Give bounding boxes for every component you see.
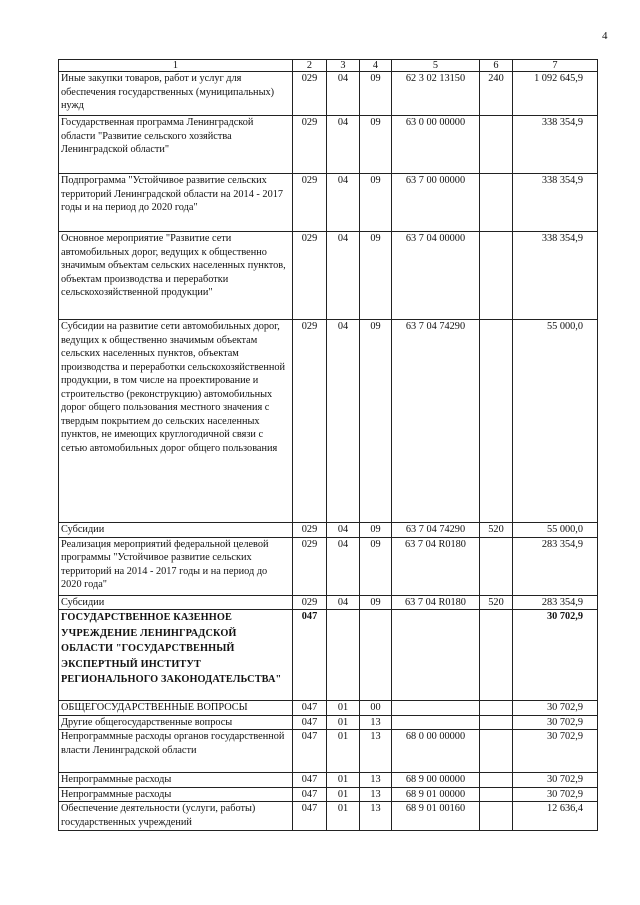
row-name: Обеспечение деятельности (услуги, работы) государственных учреждений bbox=[59, 802, 293, 831]
page-number: 4 bbox=[602, 30, 608, 42]
table-row bbox=[59, 116, 598, 174]
section-code: 04 bbox=[327, 320, 360, 523]
expense-type-code bbox=[480, 730, 513, 773]
ministry-code: 029 bbox=[293, 116, 327, 174]
section-code: 04 bbox=[327, 537, 360, 595]
amount: 30 702,9 bbox=[513, 787, 598, 802]
expense-type-code: 520 bbox=[480, 523, 513, 538]
subsection-code: 09 bbox=[360, 232, 392, 320]
table-row bbox=[59, 72, 598, 116]
expense-type-code bbox=[480, 802, 513, 831]
section-code: 04 bbox=[327, 595, 360, 610]
section-code: 01 bbox=[327, 701, 360, 716]
column-header: 2 bbox=[293, 60, 327, 72]
column-header: 3 bbox=[327, 60, 360, 72]
row-name: Основное мероприятие "Развитие сети автомобильных дорог, ведущих к общественно значимым объектам сельских населенных пунктов, объектам производства и переработки сельскохозяйственной продукции" bbox=[59, 232, 293, 320]
subsection-code: 13 bbox=[360, 715, 392, 730]
subsection-code: 00 bbox=[360, 701, 392, 716]
target-item-code bbox=[392, 701, 480, 716]
column-header: 6 bbox=[480, 60, 513, 72]
target-item-code bbox=[392, 715, 480, 730]
table-row bbox=[59, 537, 598, 595]
expense-type-code bbox=[480, 232, 513, 320]
subsection-code: 13 bbox=[360, 802, 392, 831]
table-row bbox=[59, 232, 598, 320]
target-item-code: 68 9 00 00000 bbox=[392, 773, 480, 788]
subsection-code: 09 bbox=[360, 537, 392, 595]
section-code: 01 bbox=[327, 773, 360, 788]
amount: 55 000,0 bbox=[513, 320, 598, 523]
section-code bbox=[327, 610, 360, 701]
amount: 55 000,0 bbox=[513, 523, 598, 538]
column-header: 4 bbox=[360, 60, 392, 72]
row-name: Непрограммные расходы bbox=[59, 787, 293, 802]
target-item-code: 68 9 01 00160 bbox=[392, 802, 480, 831]
ministry-code: 029 bbox=[293, 72, 327, 116]
table-row bbox=[59, 320, 598, 523]
subsection-code: 09 bbox=[360, 595, 392, 610]
row-name: Субсидии bbox=[59, 523, 293, 538]
ministry-code: 047 bbox=[293, 787, 327, 802]
subsection-code: 13 bbox=[360, 730, 392, 773]
ministry-code: 029 bbox=[293, 523, 327, 538]
row-name: Реализация мероприятий федеральной целевой программы "Устойчивое развитие сельских территорий на 2014 - 2017 годы и на период до 2020 года" bbox=[59, 537, 293, 595]
ministry-code: 029 bbox=[293, 232, 327, 320]
target-item-code: 63 7 04 00000 bbox=[392, 232, 480, 320]
row-name: Государственная программа Ленинградской области "Развитие сельского хозяйства Ленинградской области" bbox=[59, 116, 293, 174]
expense-type-code bbox=[480, 537, 513, 595]
subsection-code: 09 bbox=[360, 320, 392, 523]
expense-type-code: 240 bbox=[480, 72, 513, 116]
expense-type-code bbox=[480, 320, 513, 523]
ministry-code: 047 bbox=[293, 730, 327, 773]
budget-table bbox=[58, 59, 598, 831]
ministry-code: 047 bbox=[293, 610, 327, 701]
subsection-code: 09 bbox=[360, 523, 392, 538]
target-item-code bbox=[392, 610, 480, 701]
row-name: Субсидии на развитие сети автомобильных дорог, ведущих к общественно значимым объектам сельских населенных пунктов, объектам производства и переработки сельскохозяйственной продукции, в том числе на проектирование и строительство (реконструкцию) автомобильных дорог общего пользования местного значения с твердым покрытием до сельских населенных пунктов, не имеющих круглогодичной связи с сетью автомобильных дорог общего пользования bbox=[59, 320, 293, 523]
section-code: 04 bbox=[327, 232, 360, 320]
target-item-code: 63 7 00 00000 bbox=[392, 174, 480, 232]
expense-type-code: 520 bbox=[480, 595, 513, 610]
table-row bbox=[59, 610, 598, 701]
row-name: Непрограммные расходы bbox=[59, 773, 293, 788]
table-row bbox=[59, 174, 598, 232]
expense-type-code bbox=[480, 715, 513, 730]
table-row bbox=[59, 715, 598, 730]
expense-type-code bbox=[480, 701, 513, 716]
table-row bbox=[59, 730, 598, 773]
section-code: 01 bbox=[327, 715, 360, 730]
row-name: Субсидии bbox=[59, 595, 293, 610]
amount: 338 354,9 bbox=[513, 116, 598, 174]
table-row bbox=[59, 802, 598, 831]
amount: 30 702,9 bbox=[513, 730, 598, 773]
expense-type-code bbox=[480, 610, 513, 701]
amount: 283 354,9 bbox=[513, 595, 598, 610]
column-header: 5 bbox=[392, 60, 480, 72]
target-item-code: 63 7 04 R0180 bbox=[392, 595, 480, 610]
section-code: 04 bbox=[327, 72, 360, 116]
ministry-code: 047 bbox=[293, 802, 327, 831]
expense-type-code bbox=[480, 174, 513, 232]
ministry-code: 047 bbox=[293, 715, 327, 730]
target-item-code: 63 7 04 74290 bbox=[392, 320, 480, 523]
table-row bbox=[59, 787, 598, 802]
section-code: 01 bbox=[327, 730, 360, 773]
column-header: 1 bbox=[59, 60, 293, 72]
target-item-code: 63 7 04 R0180 bbox=[392, 537, 480, 595]
row-name: Подпрограмма "Устойчивое развитие сельских территорий Ленинградской области на 2014 - 2017 годы и на период до 2020 года" bbox=[59, 174, 293, 232]
target-item-code: 68 9 01 00000 bbox=[392, 787, 480, 802]
table-row bbox=[59, 523, 598, 538]
ministry-code: 047 bbox=[293, 701, 327, 716]
amount: 283 354,9 bbox=[513, 537, 598, 595]
subsection-code: 13 bbox=[360, 787, 392, 802]
table-row bbox=[59, 701, 598, 716]
subsection-code: 09 bbox=[360, 72, 392, 116]
section-code: 01 bbox=[327, 787, 360, 802]
ministry-code: 029 bbox=[293, 537, 327, 595]
row-name: Непрограммные расходы органов государственной власти Ленинградской области bbox=[59, 730, 293, 773]
row-name: Другие общегосударственные вопросы bbox=[59, 715, 293, 730]
subsection-code bbox=[360, 610, 392, 701]
section-code: 01 bbox=[327, 802, 360, 831]
amount: 30 702,9 bbox=[513, 610, 598, 701]
target-item-code: 63 0 00 00000 bbox=[392, 116, 480, 174]
ministry-code: 029 bbox=[293, 174, 327, 232]
row-name: ОБЩЕГОСУДАРСТВЕННЫЕ ВОПРОСЫ bbox=[59, 701, 293, 716]
amount: 30 702,9 bbox=[513, 701, 598, 716]
subsection-code: 09 bbox=[360, 116, 392, 174]
expense-type-code bbox=[480, 787, 513, 802]
table-row bbox=[59, 773, 598, 788]
subsection-code: 13 bbox=[360, 773, 392, 788]
ministry-code: 029 bbox=[293, 320, 327, 523]
section-code: 04 bbox=[327, 174, 360, 232]
table-header-row bbox=[59, 60, 598, 72]
section-code: 04 bbox=[327, 116, 360, 174]
amount: 338 354,9 bbox=[513, 174, 598, 232]
subsection-code: 09 bbox=[360, 174, 392, 232]
ministry-code: 047 bbox=[293, 773, 327, 788]
row-name: ГОСУДАРСТВЕННОЕ КАЗЕННОЕ УЧРЕЖДЕНИЕ ЛЕНИНГРАДСКОЙ ОБЛАСТИ "ГОСУДАРСТВЕННЫЙ ЭКСПЕРТНЫЙ ИНСТИТУТ РЕГИОНАЛЬНОГО ЗАКОНОДАТЕЛЬСТВА" bbox=[59, 610, 293, 701]
expense-type-code bbox=[480, 116, 513, 174]
ministry-code: 029 bbox=[293, 595, 327, 610]
expense-type-code bbox=[480, 773, 513, 788]
amount: 30 702,9 bbox=[513, 715, 598, 730]
table-row bbox=[59, 595, 598, 610]
amount: 338 354,9 bbox=[513, 232, 598, 320]
amount: 30 702,9 bbox=[513, 773, 598, 788]
row-name: Иные закупки товаров, работ и услуг для обеспечения государственных (муниципальных) нужд bbox=[59, 72, 293, 116]
column-header: 7 bbox=[513, 60, 598, 72]
amount: 12 636,4 bbox=[513, 802, 598, 831]
target-item-code: 63 7 04 74290 bbox=[392, 523, 480, 538]
target-item-code: 68 0 00 00000 bbox=[392, 730, 480, 773]
target-item-code: 62 3 02 13150 bbox=[392, 72, 480, 116]
section-code: 04 bbox=[327, 523, 360, 538]
amount: 1 092 645,9 bbox=[513, 72, 598, 116]
